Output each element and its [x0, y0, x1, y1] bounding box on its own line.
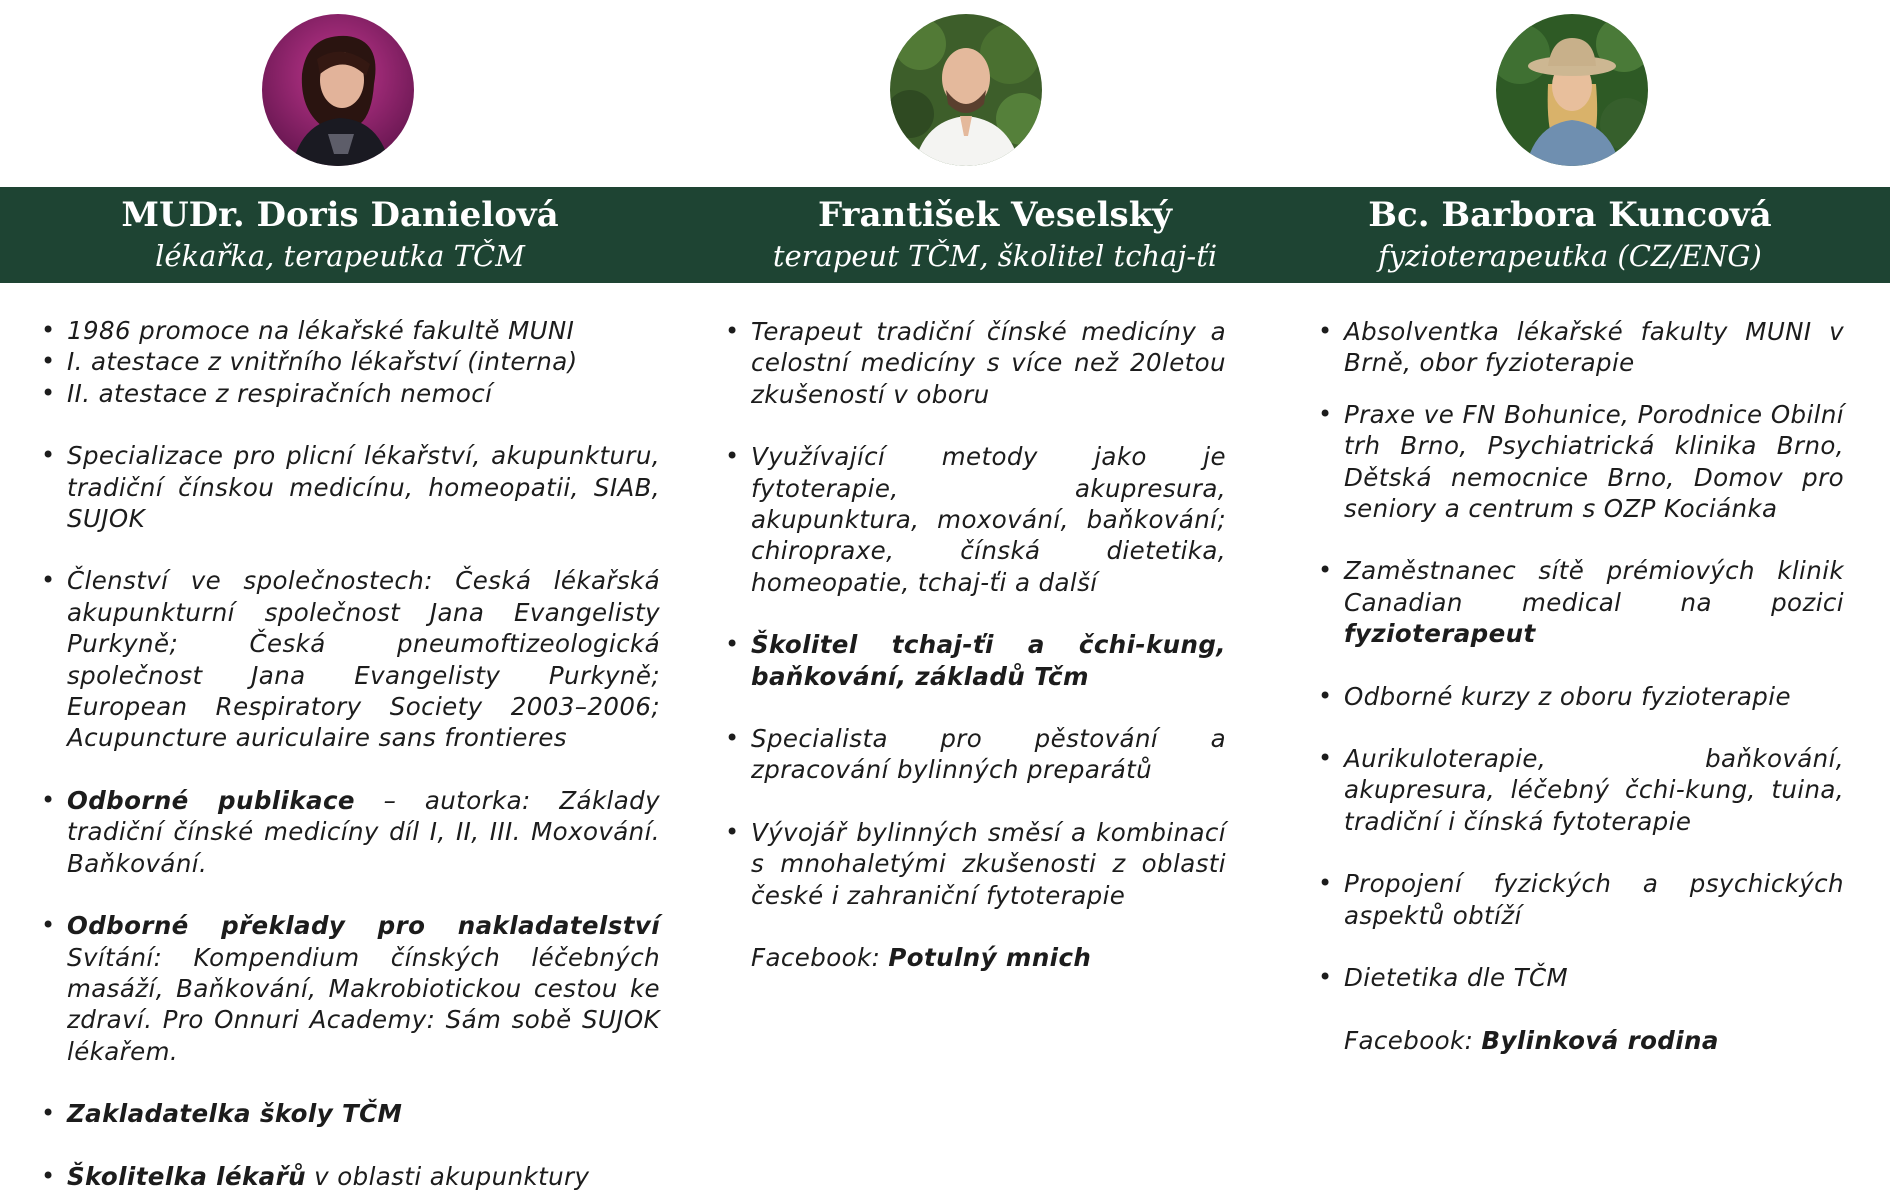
list-item: • Školitelka lékařů v oblasti akupunktury — [67, 1161, 660, 1192]
facebook-page-name: Potulný mnich — [888, 943, 1092, 973]
list-item: • Odborné publikace – autorka: Základy tradiční čínské medicíny díl I, II, III. Moxování. Baňkování. — [67, 785, 660, 879]
list-item: • Dietetika dle TČM — [1344, 962, 1844, 993]
list-item: • Zaměstnanec sítě prémiových klinik Canadian medical na pozici fyzioterapeut — [1344, 555, 1844, 649]
person-name: MUDr. Doris Danielová — [121, 195, 559, 235]
list-item: • Využívající metody jako je fytoterapie, akupresura, akupunktura, moxování, baňkování; chiropraxe, čínská dietetika, homeopatie, tchaj-ťi a další — [751, 441, 1226, 598]
list-item: • Členství ve společnostech: Česká lékařská akupunkturní společnost Jana Evangelisty Purkyně; Česká pneumoftizeologická společnost Jana Evangelisty Purkyně; European Respiratory Society 2003–2006; Acupuncture auriculaire sans frontieres — [67, 565, 660, 753]
facebook-line: Facebook: Potulný mnich — [751, 943, 1092, 973]
list-item: • 1986 promoce na lékařské fakultě MUNI — [67, 315, 660, 346]
credentials-list — [751, 316, 1226, 974]
facebook-line: Facebook: Bylinková rodina — [1344, 1025, 1719, 1055]
list-item: • Propojení fyzických a psychických aspektů obtíží — [1344, 868, 1844, 931]
list-item: • Terapeut tradiční čínské medicíny a celostní medicíny s více než 20letou zkušeností v oboru — [751, 316, 1226, 410]
list-item: • Specializace pro plicní lékařství, akupunkturu, tradiční čínskou medicínu, homeopatii, SIAB, SUJOK — [67, 440, 660, 534]
avatar — [890, 14, 1042, 166]
facebook-page-name: Bylinková rodina — [1481, 1025, 1719, 1055]
credentials-list — [1344, 316, 1844, 1056]
portrait-woman-dark-hair-icon — [262, 14, 414, 166]
profile-header — [60, 187, 620, 283]
list-item: • Specialista pro pěstování a zpracování bylinných preparátů — [751, 723, 1226, 786]
list-item: • Odborné kurzy z oboru fyzioterapie — [1344, 681, 1844, 712]
list-item: • Školitel tchaj-ťi a čchi-kung, baňkování, základů Tčm — [751, 629, 1226, 692]
person-role: lékařka, terapeutka TČM — [155, 239, 525, 273]
credentials-list — [67, 315, 660, 1192]
list-item: • Absolventka lékařské fakulty MUNI v Brně, obor fyzioterapie — [1344, 316, 1844, 379]
person-name: Bc. Barbora Kuncová — [1368, 195, 1772, 235]
portrait-woman-hat-icon — [1496, 14, 1648, 166]
list-item: • Vývojář bylinných směsí a kombinací s mnohaletými zkušenosti z oblasti české i zahraniční fytoterapie — [751, 817, 1226, 911]
list-item: • I. atestace z vnitřního lékařství (interna) — [67, 346, 660, 377]
list-item: • Aurikuloterapie, baňkování, akupresura, léčebný čchi-kung, tuina, tradiční i čínská fytoterapie — [1344, 743, 1844, 837]
person-role: terapeut TČM, školitel tchaj-ťi — [772, 239, 1218, 273]
profile-header — [700, 187, 1290, 283]
portrait-man-bald-beard-icon — [890, 14, 1042, 166]
list-item: • Praxe ve FN Bohunice, Porodnice Obilní trh Brno, Psychiatrická klinika Brno, Dětská nemocnice Brno, Domov pro seniory a centrum s OZP Kociánka — [1344, 399, 1844, 525]
avatar — [1496, 14, 1648, 166]
profile-header — [1290, 187, 1850, 283]
list-item: • Odborné překlady pro nakladatelství Svítání: Kompendium čínských léčebných masáží, Baňkování, Makrobiotickou cestou ke zdraví. Pro Onnuri Academy: Sám sobě SUJOK lékařem. — [67, 910, 660, 1067]
person-name: František Veselský — [817, 195, 1173, 235]
person-role: fyzioterapeutka (CZ/ENG) — [1378, 239, 1762, 273]
list-item: • Zakladatelka školy TČM — [67, 1098, 660, 1129]
avatar — [262, 14, 414, 166]
list-item: • II. atestace z respiračních nemocí — [67, 378, 660, 409]
